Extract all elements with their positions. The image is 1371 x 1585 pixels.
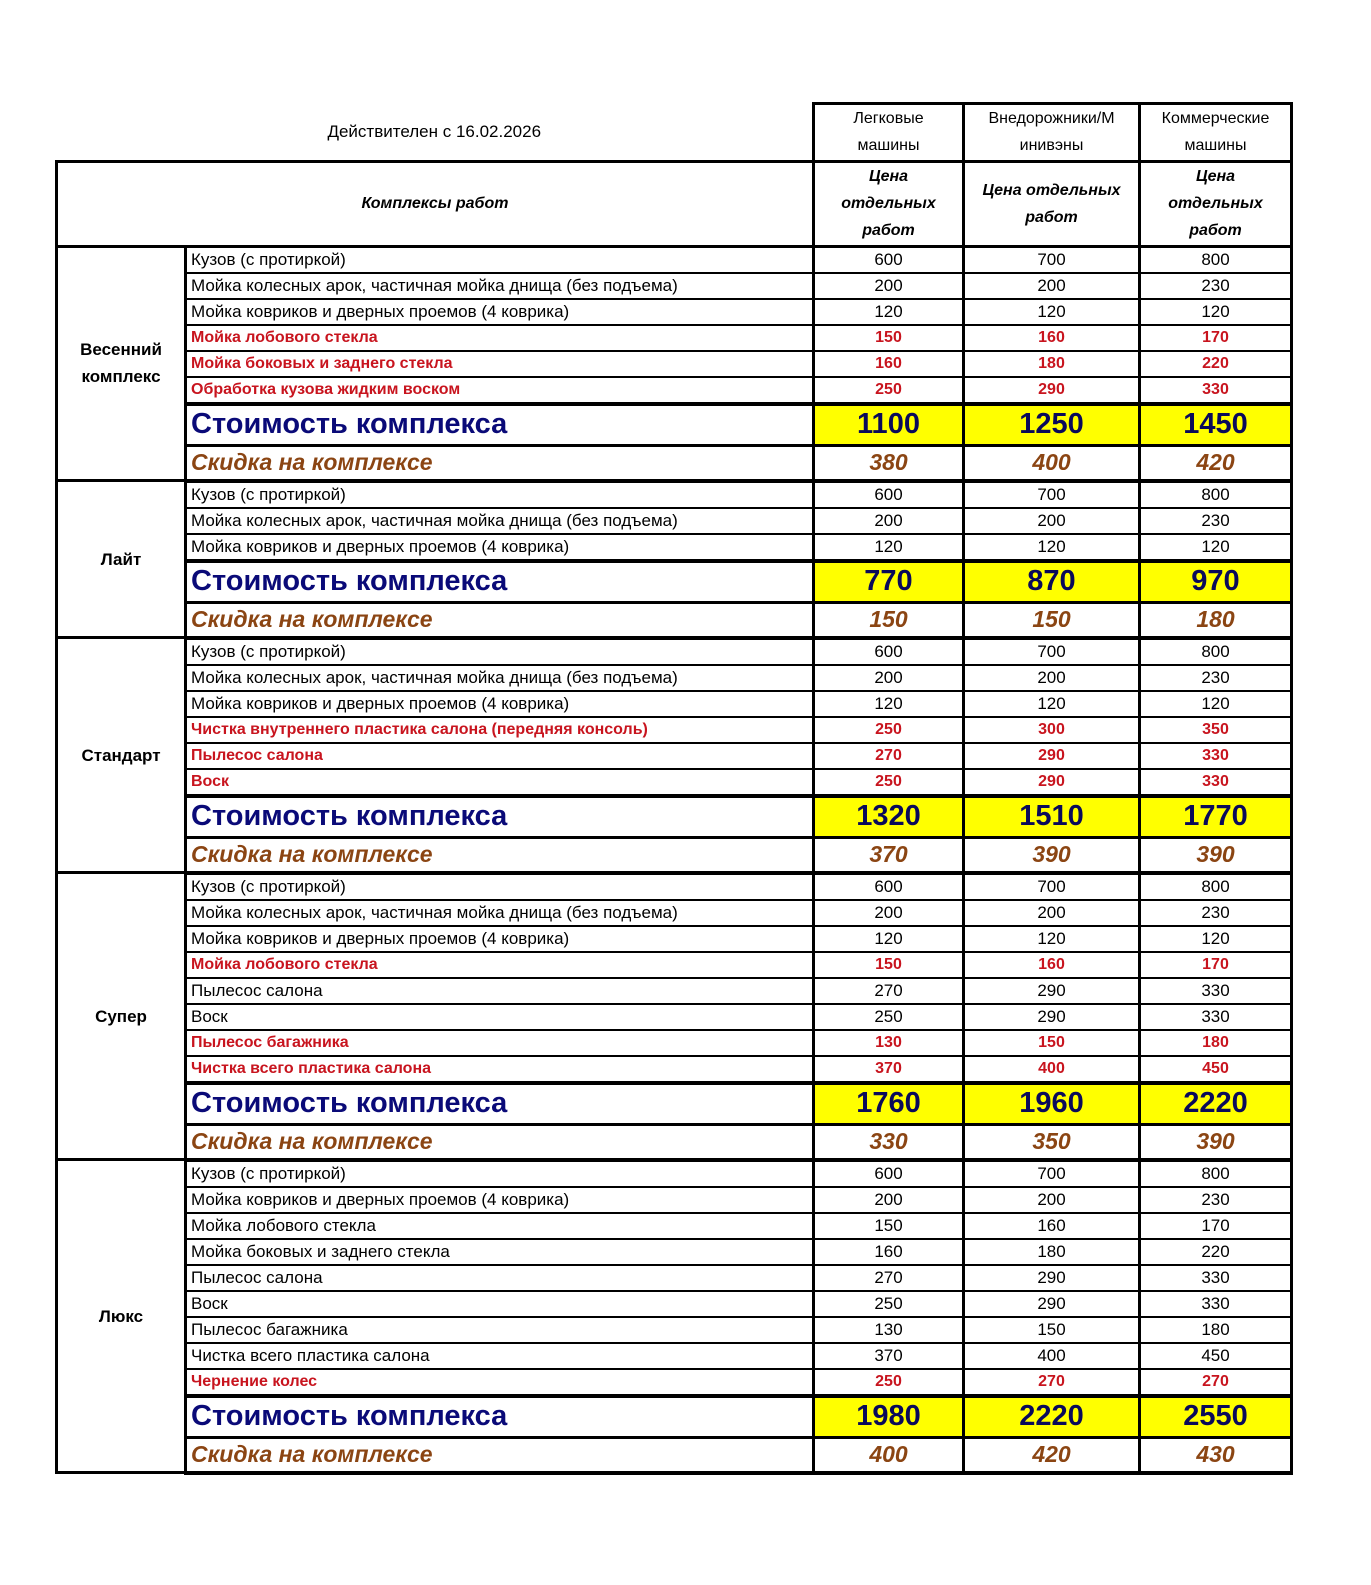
service-price: 130 xyxy=(814,1317,964,1343)
service-row xyxy=(57,978,1292,1004)
service-row xyxy=(57,952,1292,978)
package-name: Весенний комплекс xyxy=(57,246,186,481)
total-price: 1510 xyxy=(964,796,1140,838)
total-label: Стоимость комплекса xyxy=(186,561,814,603)
service-price: 290 xyxy=(964,978,1140,1004)
service-name: Мойка боковых и заднего стекла xyxy=(186,1239,814,1265)
service-name: Кузов (с протиркой) xyxy=(186,1160,814,1187)
service-price: 200 xyxy=(964,508,1140,534)
service-price: 270 xyxy=(814,743,964,769)
discount-label: Скидка на комплексе xyxy=(186,602,814,638)
service-row xyxy=(57,1291,1292,1317)
discount-amount: 330 xyxy=(814,1124,964,1160)
total-price: 1770 xyxy=(1140,796,1292,838)
service-price: 130 xyxy=(814,1030,964,1056)
service-price: 600 xyxy=(814,481,964,508)
service-name: Пылесос багажника xyxy=(186,1030,814,1056)
service-price: 270 xyxy=(814,1265,964,1291)
header-row-vehicles xyxy=(57,104,1292,162)
service-price: 160 xyxy=(814,351,964,377)
discount-label: Скидка на комплексе xyxy=(186,1437,814,1473)
service-row xyxy=(57,508,1292,534)
service-row xyxy=(57,325,1292,351)
service-name: Чистка внутреннего пластика салона (передняя консоль) xyxy=(186,717,814,743)
total-price: 1250 xyxy=(964,404,1140,446)
total-price: 770 xyxy=(814,561,964,603)
service-price: 120 xyxy=(814,691,964,717)
service-price: 200 xyxy=(814,508,964,534)
service-price: 450 xyxy=(1140,1056,1292,1083)
service-name: Пылесос салона xyxy=(186,743,814,769)
service-price: 290 xyxy=(964,1004,1140,1030)
service-row xyxy=(57,743,1292,769)
service-price: 450 xyxy=(1140,1343,1292,1369)
service-row xyxy=(57,691,1292,717)
service-price: 800 xyxy=(1140,1160,1292,1187)
service-row xyxy=(57,873,1292,900)
service-price: 120 xyxy=(814,926,964,952)
service-price: 230 xyxy=(1140,1187,1292,1213)
price-list xyxy=(55,102,1293,1475)
total-label: Стоимость комплекса xyxy=(186,1083,814,1125)
service-price: 120 xyxy=(1140,299,1292,325)
service-price: 150 xyxy=(814,1213,964,1239)
service-price: 180 xyxy=(1140,1317,1292,1343)
service-price: 290 xyxy=(964,1291,1140,1317)
service-price: 160 xyxy=(814,1239,964,1265)
service-price: 400 xyxy=(964,1056,1140,1083)
service-price: 120 xyxy=(1140,926,1292,952)
service-price: 330 xyxy=(1140,743,1292,769)
vehicle-header-suv xyxy=(964,104,1140,162)
service-price: 600 xyxy=(814,246,964,273)
service-name: Воск xyxy=(186,769,814,796)
service-price: 700 xyxy=(964,1160,1140,1187)
total-label: Стоимость комплекса xyxy=(186,1396,814,1438)
service-row xyxy=(57,1056,1292,1083)
service-name: Мойка лобового стекла xyxy=(186,325,814,351)
service-price: 230 xyxy=(1140,508,1292,534)
service-name: Кузов (с протиркой) xyxy=(186,873,814,900)
service-price: 290 xyxy=(964,1265,1140,1291)
service-price: 800 xyxy=(1140,638,1292,665)
service-row xyxy=(57,1317,1292,1343)
service-price: 600 xyxy=(814,1160,964,1187)
service-name: Кузов (с протиркой) xyxy=(186,638,814,665)
service-name: Мойка ковриков и дверных проемов (4 коврика) xyxy=(186,691,814,717)
service-price: 180 xyxy=(1140,1030,1292,1056)
discount-amount: 420 xyxy=(1140,445,1292,481)
service-price: 290 xyxy=(964,769,1140,796)
total-price: 970 xyxy=(1140,561,1292,603)
service-price: 330 xyxy=(1140,1291,1292,1317)
package-total-row xyxy=(57,796,1292,838)
service-price: 270 xyxy=(814,978,964,1004)
service-price: 170 xyxy=(1140,325,1292,351)
service-price: 150 xyxy=(964,1030,1140,1056)
service-row xyxy=(57,273,1292,299)
total-price: 870 xyxy=(964,561,1140,603)
discount-amount: 400 xyxy=(964,445,1140,481)
service-price: 250 xyxy=(814,1291,964,1317)
service-name: Чернение колес xyxy=(186,1369,814,1396)
service-price: 330 xyxy=(1140,978,1292,1004)
service-price: 120 xyxy=(1140,691,1292,717)
service-price: 290 xyxy=(964,743,1140,769)
service-name: Мойка колесных арок, частичная мойка днища (без подъема) xyxy=(186,900,814,926)
service-name: Мойка колесных арок, частичная мойка днища (без подъема) xyxy=(186,273,814,299)
total-price: 1320 xyxy=(814,796,964,838)
package-total-row xyxy=(57,404,1292,446)
total-label: Стоимость комплекса xyxy=(186,404,814,446)
service-price: 200 xyxy=(814,665,964,691)
service-price: 180 xyxy=(964,1239,1140,1265)
service-price: 700 xyxy=(964,638,1140,665)
service-price: 330 xyxy=(1140,1265,1292,1291)
service-price: 200 xyxy=(964,665,1140,691)
service-name: Обработка кузова жидким воском xyxy=(186,377,814,404)
discount-amount: 180 xyxy=(1140,602,1292,638)
total-price: 2550 xyxy=(1140,1396,1292,1438)
price-header-commercial: Цена отдельных работ xyxy=(1140,161,1292,246)
service-row xyxy=(57,1369,1292,1396)
service-price: 600 xyxy=(814,873,964,900)
vehicle-label: Внедорожники/М инивэны xyxy=(988,110,1115,155)
service-name: Кузов (с протиркой) xyxy=(186,246,814,273)
discount-amount: 390 xyxy=(1140,1124,1292,1160)
service-price: 200 xyxy=(964,273,1140,299)
service-price: 200 xyxy=(964,900,1140,926)
service-row xyxy=(57,1187,1292,1213)
package-name: Стандарт xyxy=(57,638,186,873)
service-row xyxy=(57,717,1292,743)
service-row xyxy=(57,638,1292,665)
vehicle-header-commercial xyxy=(1140,104,1292,162)
service-price: 400 xyxy=(964,1343,1140,1369)
package-discount-row xyxy=(57,837,1292,873)
package-name: Люкс xyxy=(57,1160,186,1473)
service-row xyxy=(57,1004,1292,1030)
service-price: 160 xyxy=(964,952,1140,978)
service-price: 700 xyxy=(964,481,1140,508)
service-row xyxy=(57,769,1292,796)
service-name: Кузов (с протиркой) xyxy=(186,481,814,508)
package-discount-row xyxy=(57,1437,1292,1473)
discount-amount: 430 xyxy=(1140,1437,1292,1473)
service-price: 200 xyxy=(964,1187,1140,1213)
service-row xyxy=(57,1343,1292,1369)
price-table xyxy=(55,102,1293,1475)
service-row xyxy=(57,299,1292,325)
package-total-row xyxy=(57,561,1292,603)
package-discount-row xyxy=(57,445,1292,481)
service-price: 200 xyxy=(814,900,964,926)
service-price: 250 xyxy=(814,377,964,404)
vehicle-label: Легковые машины xyxy=(853,110,924,155)
service-price: 150 xyxy=(814,952,964,978)
service-name: Пылесос салона xyxy=(186,1265,814,1291)
discount-amount: 150 xyxy=(814,602,964,638)
discount-label: Скидка на комплексе xyxy=(186,445,814,481)
vehicle-label: Коммерческие машины xyxy=(1161,110,1270,155)
service-price: 700 xyxy=(964,246,1140,273)
service-name: Мойка колесных арок, частичная мойка днища (без подъема) xyxy=(186,665,814,691)
package-discount-row xyxy=(57,602,1292,638)
service-price: 170 xyxy=(1140,952,1292,978)
service-name: Чистка всего пластика салона xyxy=(186,1343,814,1369)
discount-amount: 150 xyxy=(964,602,1140,638)
works-header: Комплексы работ xyxy=(57,161,814,246)
service-row xyxy=(57,1030,1292,1056)
service-row xyxy=(57,1239,1292,1265)
service-row xyxy=(57,665,1292,691)
service-row xyxy=(57,1160,1292,1187)
service-price: 290 xyxy=(964,377,1140,404)
service-name: Воск xyxy=(186,1004,814,1030)
vehicle-header-cars xyxy=(814,104,964,162)
header-row-prices xyxy=(57,161,1292,246)
discount-amount: 370 xyxy=(814,837,964,873)
discount-amount: 390 xyxy=(1140,837,1292,873)
service-price: 300 xyxy=(964,717,1140,743)
service-price: 200 xyxy=(814,1187,964,1213)
price-header-suv: Цена отдельных работ xyxy=(964,161,1140,246)
service-row xyxy=(57,534,1292,561)
service-price: 120 xyxy=(814,299,964,325)
service-name: Мойка ковриков и дверных проемов (4 коврика) xyxy=(186,1187,814,1213)
service-price: 120 xyxy=(964,299,1140,325)
discount-amount: 390 xyxy=(964,837,1140,873)
service-price: 800 xyxy=(1140,873,1292,900)
service-price: 350 xyxy=(1140,717,1292,743)
service-price: 270 xyxy=(1140,1369,1292,1396)
service-price: 120 xyxy=(1140,534,1292,561)
package-total-row xyxy=(57,1083,1292,1125)
service-price: 160 xyxy=(964,1213,1140,1239)
service-price: 150 xyxy=(814,325,964,351)
package-total-row xyxy=(57,1396,1292,1438)
service-price: 330 xyxy=(1140,1004,1292,1030)
service-price: 160 xyxy=(964,325,1140,351)
service-price: 230 xyxy=(1140,900,1292,926)
total-price: 1100 xyxy=(814,404,964,446)
service-name: Пылесос багажника xyxy=(186,1317,814,1343)
service-name: Мойка лобового стекла xyxy=(186,1213,814,1239)
valid-from-date: Действителен с 16.02.2026 xyxy=(327,121,542,141)
service-row xyxy=(57,1213,1292,1239)
total-price: 2220 xyxy=(1140,1083,1292,1125)
service-price: 600 xyxy=(814,638,964,665)
service-price: 330 xyxy=(1140,769,1292,796)
total-price: 1450 xyxy=(1140,404,1292,446)
total-price: 1760 xyxy=(814,1083,964,1125)
service-price: 120 xyxy=(964,926,1140,952)
service-name: Мойка ковриков и дверных проемов (4 коврика) xyxy=(186,534,814,561)
service-price: 250 xyxy=(814,1369,964,1396)
service-price: 800 xyxy=(1140,246,1292,273)
service-row xyxy=(57,900,1292,926)
service-row xyxy=(57,351,1292,377)
service-price: 700 xyxy=(964,873,1140,900)
service-name: Мойка боковых и заднего стекла xyxy=(186,351,814,377)
package-discount-row xyxy=(57,1124,1292,1160)
service-price: 220 xyxy=(1140,351,1292,377)
service-name: Пылесос салона xyxy=(186,978,814,1004)
service-row xyxy=(57,481,1292,508)
service-price: 120 xyxy=(814,534,964,561)
service-price: 250 xyxy=(814,1004,964,1030)
service-name: Мойка ковриков и дверных проемов (4 коврика) xyxy=(186,926,814,952)
total-price: 1980 xyxy=(814,1396,964,1438)
discount-label: Скидка на комплексе xyxy=(186,1124,814,1160)
service-name: Мойка лобового стекла xyxy=(186,952,814,978)
service-name: Мойка ковриков и дверных проемов (4 коврика) xyxy=(186,299,814,325)
discount-amount: 400 xyxy=(814,1437,964,1473)
service-name: Чистка всего пластика салона xyxy=(186,1056,814,1083)
service-price: 220 xyxy=(1140,1239,1292,1265)
service-price: 370 xyxy=(814,1056,964,1083)
service-price: 270 xyxy=(964,1369,1140,1396)
service-name: Мойка колесных арок, частичная мойка днища (без подъема) xyxy=(186,508,814,534)
service-price: 120 xyxy=(964,691,1140,717)
discount-label: Скидка на комплексе xyxy=(186,837,814,873)
service-price: 250 xyxy=(814,769,964,796)
package-name: Лайт xyxy=(57,481,186,638)
package-name: Супер xyxy=(57,873,186,1160)
service-price: 230 xyxy=(1140,273,1292,299)
service-row xyxy=(57,1265,1292,1291)
service-row xyxy=(57,377,1292,404)
service-price: 250 xyxy=(814,717,964,743)
service-price: 330 xyxy=(1140,377,1292,404)
total-price: 1960 xyxy=(964,1083,1140,1125)
discount-amount: 350 xyxy=(964,1124,1140,1160)
total-label: Стоимость комплекса xyxy=(186,796,814,838)
service-name: Воск xyxy=(186,1291,814,1317)
service-price: 370 xyxy=(814,1343,964,1369)
service-price: 800 xyxy=(1140,481,1292,508)
service-price: 230 xyxy=(1140,665,1292,691)
discount-amount: 420 xyxy=(964,1437,1140,1473)
price-header-cars: Цена отдельных работ xyxy=(814,161,964,246)
service-row xyxy=(57,246,1292,273)
service-price: 170 xyxy=(1140,1213,1292,1239)
total-price: 2220 xyxy=(964,1396,1140,1438)
service-price: 120 xyxy=(964,534,1140,561)
service-price: 200 xyxy=(814,273,964,299)
service-price: 180 xyxy=(964,351,1140,377)
service-price: 150 xyxy=(964,1317,1140,1343)
discount-amount: 380 xyxy=(814,445,964,481)
service-row xyxy=(57,926,1292,952)
